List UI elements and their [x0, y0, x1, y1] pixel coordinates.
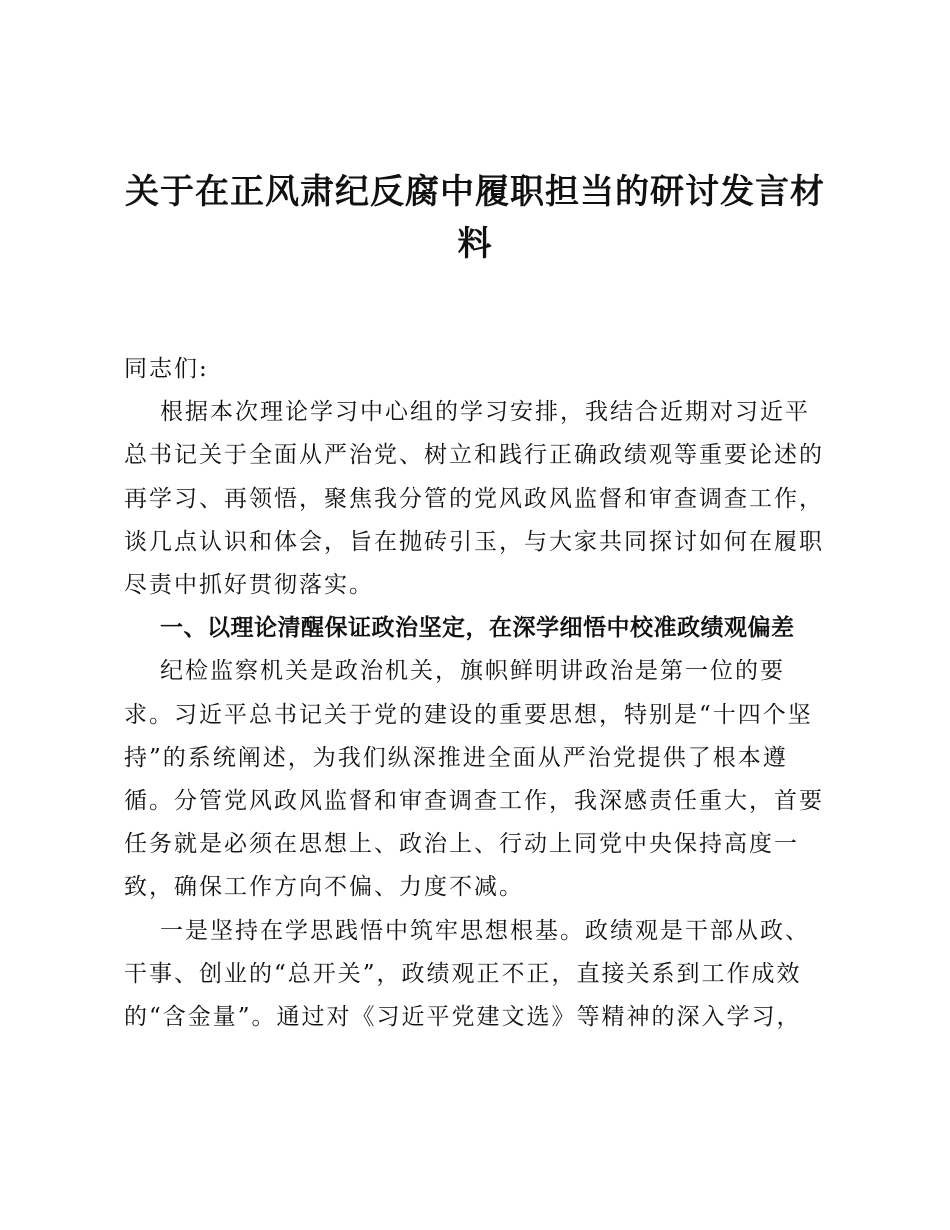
document-title: 关于在正风肃纪反腐中履职担当的研讨发言材料	[125, 172, 825, 264]
document-body	[124, 348, 830, 1039]
salutation: 同志们:	[124, 356, 209, 382]
intro-paragraph: 根据本次理论学习中心组的学习安排，我结合近期对习近平总书记关于全面从严治党、树立和践行正确政绩观等重要论述的再学习、再领悟，聚焦我分管的党风政风监督和审查调查工作，谈几点认识和体会，旨在抛砖引玉，与大家共同探讨如何在履职尽责中抓好贯彻落实。	[124, 399, 824, 599]
section-paragraph: 纪检监察机关是政治机关，旗帜鲜明讲政治是第一位的要求。习近平总书记关于党的建设的重要思想，特别是“十四个坚持”的系统阐述，为我们纵深推进全面从严治党提供了根本遵循。分管党风政风监督和审查调查工作，我深感责任重大，首要任务就是必须在思想上、政治上、行动上同党中央保持高度一致，确保工作方向不偏、力度不减。	[124, 658, 824, 901]
point-paragraph: 一是坚持在学思践悟中筑牢思想根基。政绩观是干部从政、干事、创业的“总开关”，政绩观正不正，直接关系到工作成效的“含金量”。通过对《习近平党建文选》等精神的深入学习，	[124, 917, 810, 1031]
section-heading: 一、以理论清醒保证政治坚定，在深学细悟中校准政绩观偏差	[160, 615, 795, 642]
